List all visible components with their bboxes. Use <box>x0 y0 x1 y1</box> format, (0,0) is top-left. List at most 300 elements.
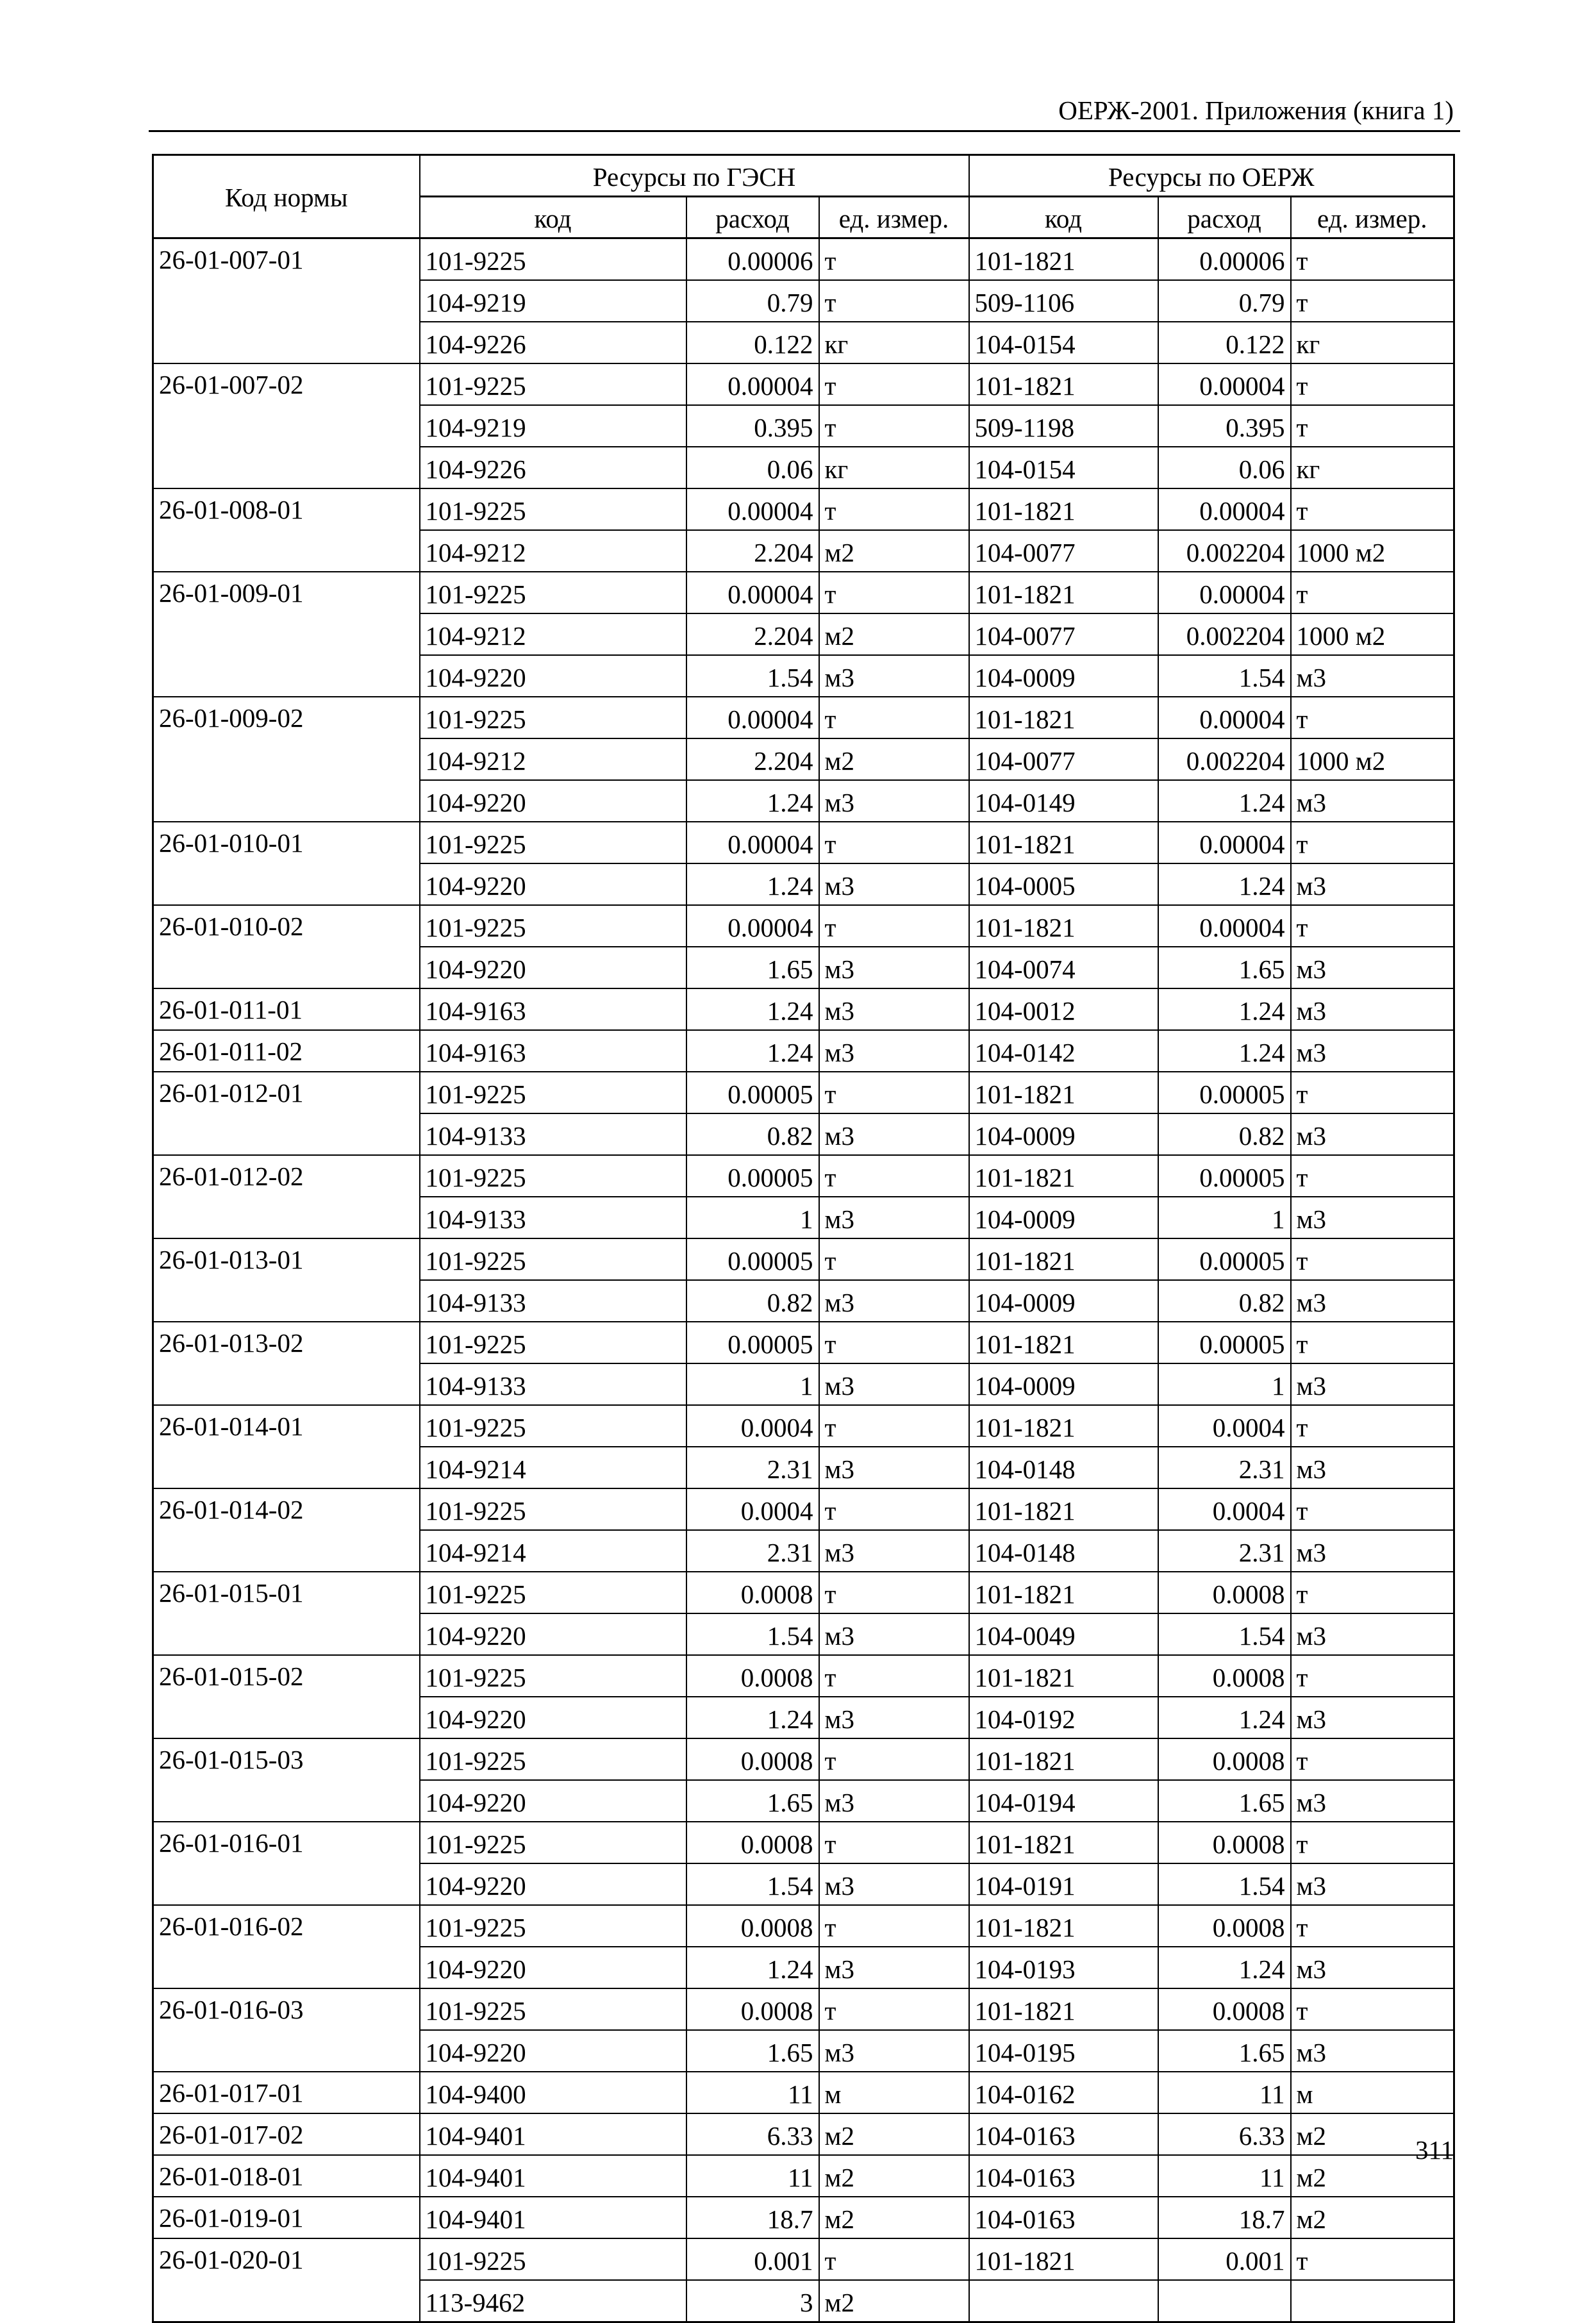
cell-oerzh-unit: т <box>1291 280 1454 322</box>
cell-gesn-unit: м2 <box>819 2280 969 2322</box>
cell-oerzh-consumption: 0.00004 <box>1158 572 1291 613</box>
cell-gesn-code: 104-9226 <box>420 447 686 488</box>
cell-gesn-unit: м3 <box>819 1780 969 1822</box>
cell-oerzh-unit: м3 <box>1291 947 1454 988</box>
cell-gesn-unit: м2 <box>819 613 969 655</box>
table-row <box>153 2238 1454 2280</box>
cell-oerzh-consumption: 0.122 <box>1158 322 1291 363</box>
cell-gesn-unit: т <box>819 1905 969 1947</box>
cell-gesn-code: 104-9401 <box>420 2113 686 2155</box>
cell-gesn-code: 101-9225 <box>420 572 686 613</box>
cell-gesn-code: 104-9220 <box>420 1697 686 1738</box>
cell-oerzh-consumption: 0.00006 <box>1158 238 1291 281</box>
table-row <box>153 1030 1454 1072</box>
cell-oerzh-code: 101-1821 <box>969 1822 1158 1863</box>
cell-gesn-consumption: 1.24 <box>686 780 819 822</box>
cell-gesn-code: 101-9225 <box>420 1572 686 1613</box>
table-row <box>153 1572 1454 1613</box>
cell-gesn-unit: т <box>819 1322 969 1363</box>
cell-gesn-code: 104-9220 <box>420 1613 686 1655</box>
table-row <box>153 363 1454 405</box>
cell-oerzh-unit: т <box>1291 238 1454 281</box>
cell-oerzh-code: 104-0148 <box>969 1447 1158 1488</box>
cell-oerzh-code: 104-0163 <box>969 2155 1158 2197</box>
cell-gesn-consumption: 1.24 <box>686 1030 819 1072</box>
cell-norm-code: 26-01-015-03 <box>153 1738 420 1822</box>
cell-gesn-code: 101-9225 <box>420 1822 686 1863</box>
cell-gesn-code: 101-9225 <box>420 822 686 863</box>
cell-gesn-unit: т <box>819 238 969 281</box>
cell-gesn-code: 104-9220 <box>420 780 686 822</box>
cell-gesn-consumption: 2.31 <box>686 1447 819 1488</box>
cell-oerzh-unit: т <box>1291 1405 1454 1447</box>
cell-gesn-unit: т <box>819 1155 969 1197</box>
table-body <box>153 238 1454 2322</box>
cell-gesn-code: 101-9225 <box>420 238 686 281</box>
cell-gesn-code: 101-9225 <box>420 1655 686 1697</box>
cell-oerzh-code <box>969 2280 1158 2322</box>
cell-oerzh-consumption: 1.54 <box>1158 655 1291 697</box>
cell-gesn-unit: м3 <box>819 863 969 905</box>
cell-oerzh-unit: т <box>1291 1988 1454 2030</box>
cell-norm-code: 26-01-013-02 <box>153 1322 420 1405</box>
cell-oerzh-consumption: 0.0008 <box>1158 1988 1291 2030</box>
cell-oerzh-code: 104-0077 <box>969 738 1158 780</box>
cell-oerzh-unit: м3 <box>1291 1697 1454 1738</box>
cell-gesn-unit: т <box>819 363 969 405</box>
cell-oerzh-unit: т <box>1291 405 1454 447</box>
cell-gesn-consumption: 0.82 <box>686 1113 819 1155</box>
cell-oerzh-consumption: 0.001 <box>1158 2238 1291 2280</box>
cell-oerzh-consumption: 1.54 <box>1158 1613 1291 1655</box>
cell-gesn-code: 104-9220 <box>420 947 686 988</box>
cell-oerzh-code: 101-1821 <box>969 1072 1158 1113</box>
cell-oerzh-consumption: 0.0004 <box>1158 1405 1291 1447</box>
cell-norm-code: 26-01-014-01 <box>153 1405 420 1488</box>
cell-gesn-code: 104-9133 <box>420 1113 686 1155</box>
cell-gesn-unit: т <box>819 1238 969 1280</box>
cell-norm-code: 26-01-018-01 <box>153 2155 420 2197</box>
cell-gesn-code: 101-9225 <box>420 1488 686 1530</box>
cell-oerzh-consumption: 0.0008 <box>1158 1822 1291 1863</box>
cell-gesn-consumption: 0.00005 <box>686 1155 819 1197</box>
cell-oerzh-code: 104-0077 <box>969 530 1158 572</box>
cell-oerzh-unit: 1000 м2 <box>1291 738 1454 780</box>
table-row <box>153 2113 1454 2155</box>
cell-gesn-unit: м3 <box>819 1280 969 1322</box>
table-row <box>153 1655 1454 1697</box>
cell-oerzh-code: 104-0154 <box>969 447 1158 488</box>
cell-gesn-consumption: 1.24 <box>686 1697 819 1738</box>
cell-gesn-code: 104-9220 <box>420 863 686 905</box>
cell-oerzh-consumption: 0.00004 <box>1158 697 1291 738</box>
cell-gesn-unit: м3 <box>819 1030 969 1072</box>
cell-gesn-consumption: 0.0008 <box>686 1572 819 1613</box>
cell-oerzh-code: 101-1821 <box>969 1322 1158 1363</box>
cell-norm-code: 26-01-015-02 <box>153 1655 420 1738</box>
cell-gesn-consumption: 0.79 <box>686 280 819 322</box>
cell-oerzh-code: 101-1821 <box>969 363 1158 405</box>
cell-gesn-consumption: 1.54 <box>686 655 819 697</box>
cell-oerzh-unit: т <box>1291 572 1454 613</box>
col-group-oerzh: Ресурсы по ОЕРЖ <box>969 155 1454 197</box>
cell-oerzh-consumption: 0.79 <box>1158 280 1291 322</box>
cell-gesn-unit: т <box>819 1822 969 1863</box>
cell-oerzh-unit: м3 <box>1291 1197 1454 1238</box>
cell-oerzh-consumption: 2.31 <box>1158 1447 1291 1488</box>
cell-oerzh-code: 104-0009 <box>969 1197 1158 1238</box>
cell-oerzh-unit: т <box>1291 1322 1454 1363</box>
cell-gesn-unit: м3 <box>819 1613 969 1655</box>
cell-gesn-unit: м <box>819 2072 969 2113</box>
cell-oerzh-consumption: 0.395 <box>1158 405 1291 447</box>
cell-gesn-code: 104-9133 <box>420 1280 686 1322</box>
cell-gesn-code: 101-9225 <box>420 1155 686 1197</box>
cell-gesn-code: 101-9225 <box>420 1238 686 1280</box>
table-row <box>153 572 1454 613</box>
cell-oerzh-code: 104-0162 <box>969 2072 1158 2113</box>
col-header-oerzh-unit: ед. измер. <box>1291 197 1454 238</box>
cell-gesn-consumption: 0.00005 <box>686 1322 819 1363</box>
cell-gesn-unit: м3 <box>819 1947 969 1988</box>
cell-oerzh-consumption: 0.82 <box>1158 1280 1291 1322</box>
cell-norm-code: 26-01-009-02 <box>153 697 420 822</box>
cell-oerzh-unit: м2 <box>1291 2197 1454 2238</box>
cell-oerzh-consumption: 1.65 <box>1158 2030 1291 2072</box>
cell-oerzh-unit: т <box>1291 1905 1454 1947</box>
cell-gesn-consumption: 0.00004 <box>686 488 819 530</box>
table-row <box>153 905 1454 947</box>
cell-oerzh-code: 104-0005 <box>969 863 1158 905</box>
col-header-gesn-code: код <box>420 197 686 238</box>
cell-gesn-unit: м3 <box>819 1863 969 1905</box>
cell-oerzh-consumption: 0.002204 <box>1158 613 1291 655</box>
cell-oerzh-code: 101-1821 <box>969 1405 1158 1447</box>
cell-oerzh-consumption: 6.33 <box>1158 2113 1291 2155</box>
cell-gesn-unit: т <box>819 405 969 447</box>
cell-oerzh-unit: м3 <box>1291 2030 1454 2072</box>
col-header-oerzh-code: код <box>969 197 1158 238</box>
col-header-oerzh-consumption: расход <box>1158 197 1291 238</box>
cell-oerzh-code: 104-0074 <box>969 947 1158 988</box>
cell-oerzh-unit: т <box>1291 1488 1454 1530</box>
cell-oerzh-consumption: 1.65 <box>1158 1780 1291 1822</box>
cell-gesn-consumption: 0.395 <box>686 405 819 447</box>
cell-oerzh-consumption: 0.00004 <box>1158 363 1291 405</box>
cell-gesn-consumption: 0.00004 <box>686 363 819 405</box>
cell-gesn-unit: т <box>819 488 969 530</box>
cell-gesn-unit: м2 <box>819 2197 969 2238</box>
cell-gesn-unit: т <box>819 905 969 947</box>
cell-gesn-consumption: 1 <box>686 1363 819 1405</box>
cell-oerzh-unit: м3 <box>1291 988 1454 1030</box>
cell-gesn-consumption: 1.65 <box>686 1780 819 1822</box>
cell-oerzh-unit: м3 <box>1291 863 1454 905</box>
cell-oerzh-consumption: 1.24 <box>1158 1697 1291 1738</box>
cell-gesn-code: 104-9219 <box>420 280 686 322</box>
cell-gesn-consumption: 3 <box>686 2280 819 2322</box>
col-header-gesn-consumption: расход <box>686 197 819 238</box>
cell-oerzh-code: 101-1821 <box>969 1738 1158 1780</box>
cell-gesn-code: 104-9220 <box>420 2030 686 2072</box>
cell-oerzh-unit: кг <box>1291 447 1454 488</box>
cell-gesn-unit: т <box>819 1072 969 1113</box>
cell-oerzh-consumption: 0.82 <box>1158 1113 1291 1155</box>
cell-gesn-code: 101-9225 <box>420 363 686 405</box>
table-row <box>153 697 1454 738</box>
cell-oerzh-unit: м3 <box>1291 780 1454 822</box>
cell-gesn-unit: м3 <box>819 655 969 697</box>
cell-oerzh-unit: м3 <box>1291 1280 1454 1322</box>
cell-oerzh-unit: м <box>1291 2072 1454 2113</box>
table-row <box>153 1738 1454 1780</box>
cell-gesn-consumption: 1.24 <box>686 988 819 1030</box>
cell-gesn-consumption: 0.00004 <box>686 572 819 613</box>
cell-norm-code: 26-01-015-01 <box>153 1572 420 1655</box>
cell-gesn-code: 104-9400 <box>420 2072 686 2113</box>
cell-oerzh-consumption: 18.7 <box>1158 2197 1291 2238</box>
cell-oerzh-unit <box>1291 2280 1454 2322</box>
cell-gesn-consumption: 0.00005 <box>686 1238 819 1280</box>
cell-oerzh-unit: м3 <box>1291 1113 1454 1155</box>
cell-gesn-code: 104-9401 <box>420 2155 686 2197</box>
cell-oerzh-consumption: 1.65 <box>1158 947 1291 988</box>
cell-gesn-code: 104-9212 <box>420 738 686 780</box>
cell-gesn-unit: т <box>819 2238 969 2280</box>
cell-oerzh-consumption: 0.0004 <box>1158 1488 1291 1530</box>
cell-gesn-code: 104-9163 <box>420 1030 686 1072</box>
cell-gesn-code: 104-9220 <box>420 1863 686 1905</box>
table-row <box>153 1822 1454 1863</box>
cell-gesn-unit: м2 <box>819 2155 969 2197</box>
cell-oerzh-code: 101-1821 <box>969 1905 1158 1947</box>
cell-gesn-unit: кг <box>819 447 969 488</box>
cell-oerzh-unit: м3 <box>1291 1447 1454 1488</box>
cell-oerzh-consumption: 0.0008 <box>1158 1572 1291 1613</box>
cell-gesn-code: 113-9462 <box>420 2280 686 2322</box>
cell-gesn-code: 104-9133 <box>420 1363 686 1405</box>
header-row-groups <box>153 155 1454 197</box>
cell-oerzh-unit: 1000 м2 <box>1291 613 1454 655</box>
cell-oerzh-unit: т <box>1291 822 1454 863</box>
cell-oerzh-consumption: 0.0008 <box>1158 1905 1291 1947</box>
cell-gesn-consumption: 0.82 <box>686 1280 819 1322</box>
cell-gesn-consumption: 0.00006 <box>686 238 819 281</box>
cell-gesn-consumption: 2.204 <box>686 613 819 655</box>
cell-gesn-unit: м2 <box>819 2113 969 2155</box>
cell-oerzh-unit: т <box>1291 488 1454 530</box>
cell-gesn-consumption: 1.54 <box>686 1613 819 1655</box>
cell-oerzh-code: 104-0142 <box>969 1030 1158 1072</box>
cell-norm-code: 26-01-009-01 <box>153 572 420 697</box>
cell-gesn-consumption: 0.122 <box>686 322 819 363</box>
table-row <box>153 1322 1454 1363</box>
cell-gesn-consumption: 0.0008 <box>686 1988 819 2030</box>
cell-gesn-consumption: 0.001 <box>686 2238 819 2280</box>
cell-gesn-consumption: 6.33 <box>686 2113 819 2155</box>
cell-gesn-code: 101-9225 <box>420 2238 686 2280</box>
table-row <box>153 488 1454 530</box>
cell-norm-code: 26-01-013-01 <box>153 1238 420 1322</box>
cell-gesn-unit: м2 <box>819 530 969 572</box>
cell-norm-code: 26-01-008-01 <box>153 488 420 572</box>
cell-gesn-code: 104-9214 <box>420 1447 686 1488</box>
cell-gesn-consumption: 18.7 <box>686 2197 819 2238</box>
cell-oerzh-unit: м3 <box>1291 1780 1454 1822</box>
cell-gesn-unit: т <box>819 1655 969 1697</box>
cell-oerzh-code: 509-1106 <box>969 280 1158 322</box>
cell-gesn-unit: т <box>819 1405 969 1447</box>
cell-gesn-unit: т <box>819 1572 969 1613</box>
cell-oerzh-consumption: 1.24 <box>1158 863 1291 905</box>
cell-oerzh-unit: т <box>1291 2238 1454 2280</box>
cell-norm-code: 26-01-014-02 <box>153 1488 420 1572</box>
cell-gesn-code: 101-9225 <box>420 1072 686 1113</box>
cell-norm-code: 26-01-012-01 <box>153 1072 420 1155</box>
cell-gesn-unit: т <box>819 1488 969 1530</box>
cell-oerzh-code: 101-1821 <box>969 1572 1158 1613</box>
cell-gesn-code: 104-9226 <box>420 322 686 363</box>
cell-gesn-unit: т <box>819 822 969 863</box>
cell-oerzh-consumption: 1 <box>1158 1197 1291 1238</box>
cell-oerzh-unit: т <box>1291 905 1454 947</box>
cell-gesn-unit: т <box>819 1988 969 2030</box>
cell-gesn-consumption: 2.204 <box>686 738 819 780</box>
table-row <box>153 238 1454 281</box>
cell-norm-code: 26-01-016-01 <box>153 1822 420 1905</box>
cell-oerzh-consumption <box>1158 2280 1291 2322</box>
table-row <box>153 1988 1454 2030</box>
cell-oerzh-consumption: 11 <box>1158 2155 1291 2197</box>
cell-gesn-unit: м3 <box>819 1447 969 1488</box>
cell-gesn-consumption: 0.0004 <box>686 1405 819 1447</box>
cell-oerzh-consumption: 0.00005 <box>1158 1322 1291 1363</box>
cell-norm-code: 26-01-010-01 <box>153 822 420 905</box>
cell-norm-code: 26-01-020-01 <box>153 2238 420 2322</box>
cell-gesn-code: 101-9225 <box>420 1738 686 1780</box>
cell-oerzh-consumption: 0.00004 <box>1158 488 1291 530</box>
cell-oerzh-code: 104-0009 <box>969 1363 1158 1405</box>
cell-oerzh-unit: м2 <box>1291 2113 1454 2155</box>
table-row <box>153 822 1454 863</box>
cell-oerzh-code: 104-0154 <box>969 322 1158 363</box>
cell-oerzh-code: 104-0195 <box>969 2030 1158 2072</box>
table-row <box>153 1905 1454 1947</box>
cell-gesn-consumption: 0.00005 <box>686 1072 819 1113</box>
cell-oerzh-consumption: 0.00004 <box>1158 905 1291 947</box>
cell-norm-code: 26-01-012-02 <box>153 1155 420 1238</box>
cell-oerzh-consumption: 0.0008 <box>1158 1655 1291 1697</box>
cell-norm-code: 26-01-007-02 <box>153 363 420 488</box>
cell-oerzh-consumption: 0.0008 <box>1158 1738 1291 1780</box>
cell-gesn-consumption: 2.31 <box>686 1530 819 1572</box>
col-header-norm-code: Код нормы <box>153 155 420 238</box>
cell-norm-code: 26-01-010-02 <box>153 905 420 988</box>
cell-oerzh-code: 101-1821 <box>969 1655 1158 1697</box>
cell-norm-code: 26-01-007-01 <box>153 238 420 364</box>
cell-gesn-consumption: 11 <box>686 2072 819 2113</box>
cell-gesn-consumption: 0.0008 <box>686 1655 819 1697</box>
cell-oerzh-unit: т <box>1291 363 1454 405</box>
cell-oerzh-consumption: 1.24 <box>1158 1030 1291 1072</box>
table-row <box>153 1155 1454 1197</box>
cell-gesn-code: 101-9225 <box>420 1905 686 1947</box>
cell-gesn-code: 101-9225 <box>420 1988 686 2030</box>
cell-oerzh-unit: м3 <box>1291 1363 1454 1405</box>
cell-gesn-code: 101-9225 <box>420 1322 686 1363</box>
cell-oerzh-consumption: 0.00005 <box>1158 1238 1291 1280</box>
header-rule <box>149 130 1460 132</box>
cell-norm-code: 26-01-017-01 <box>153 2072 420 2113</box>
cell-oerzh-consumption: 2.31 <box>1158 1530 1291 1572</box>
cell-oerzh-code: 101-1821 <box>969 1238 1158 1280</box>
cell-gesn-code: 104-9220 <box>420 1947 686 1988</box>
cell-gesn-unit: м3 <box>819 780 969 822</box>
table-row <box>153 1488 1454 1530</box>
cell-oerzh-code: 104-0191 <box>969 1863 1158 1905</box>
cell-gesn-consumption: 0.0004 <box>686 1488 819 1530</box>
cell-oerzh-consumption: 0.00004 <box>1158 822 1291 863</box>
cell-oerzh-code: 104-0012 <box>969 988 1158 1030</box>
cell-oerzh-consumption: 1.24 <box>1158 780 1291 822</box>
cell-gesn-consumption: 1.24 <box>686 863 819 905</box>
cell-oerzh-unit: м3 <box>1291 1947 1454 1988</box>
cell-oerzh-consumption: 1.54 <box>1158 1863 1291 1905</box>
cell-norm-code: 26-01-019-01 <box>153 2197 420 2238</box>
cell-gesn-consumption: 11 <box>686 2155 819 2197</box>
cell-oerzh-unit: м3 <box>1291 1613 1454 1655</box>
table-row <box>153 988 1454 1030</box>
cell-gesn-consumption: 0.00004 <box>686 822 819 863</box>
cell-oerzh-consumption: 0.00005 <box>1158 1155 1291 1197</box>
cell-gesn-unit: т <box>819 697 969 738</box>
col-group-gesn: Ресурсы по ГЭСН <box>420 155 969 197</box>
table-row <box>153 1405 1454 1447</box>
cell-gesn-code: 101-9225 <box>420 697 686 738</box>
cell-norm-code: 26-01-011-01 <box>153 988 420 1030</box>
cell-gesn-consumption: 0.06 <box>686 447 819 488</box>
cell-gesn-unit: м2 <box>819 738 969 780</box>
cell-gesn-code: 104-9163 <box>420 988 686 1030</box>
cell-oerzh-code: 101-1821 <box>969 1988 1158 2030</box>
cell-oerzh-unit: т <box>1291 1655 1454 1697</box>
cell-oerzh-consumption: 0.06 <box>1158 447 1291 488</box>
cell-oerzh-consumption: 0.002204 <box>1158 738 1291 780</box>
cell-oerzh-unit: т <box>1291 697 1454 738</box>
table-row <box>153 2197 1454 2238</box>
cell-oerzh-code: 101-1821 <box>969 1488 1158 1530</box>
cell-oerzh-code: 104-0194 <box>969 1780 1158 1822</box>
cell-oerzh-unit: кг <box>1291 322 1454 363</box>
cell-gesn-consumption: 0.00004 <box>686 697 819 738</box>
cell-norm-code: 26-01-011-02 <box>153 1030 420 1072</box>
cell-gesn-consumption: 0.00004 <box>686 905 819 947</box>
cell-oerzh-unit: т <box>1291 1572 1454 1613</box>
cell-gesn-unit: м3 <box>819 988 969 1030</box>
cell-gesn-consumption: 1.65 <box>686 2030 819 2072</box>
cell-norm-code: 26-01-016-03 <box>153 1988 420 2072</box>
cell-oerzh-consumption: 0.00005 <box>1158 1072 1291 1113</box>
cell-oerzh-code: 104-0149 <box>969 780 1158 822</box>
cell-oerzh-code: 104-0192 <box>969 1697 1158 1738</box>
cell-oerzh-code: 104-0009 <box>969 655 1158 697</box>
cell-oerzh-unit: м3 <box>1291 1530 1454 1572</box>
cell-gesn-consumption: 2.204 <box>686 530 819 572</box>
table-row <box>153 2155 1454 2197</box>
cell-oerzh-code: 104-0163 <box>969 2197 1158 2238</box>
cell-gesn-unit: м3 <box>819 1530 969 1572</box>
cell-gesn-unit: т <box>819 1738 969 1780</box>
